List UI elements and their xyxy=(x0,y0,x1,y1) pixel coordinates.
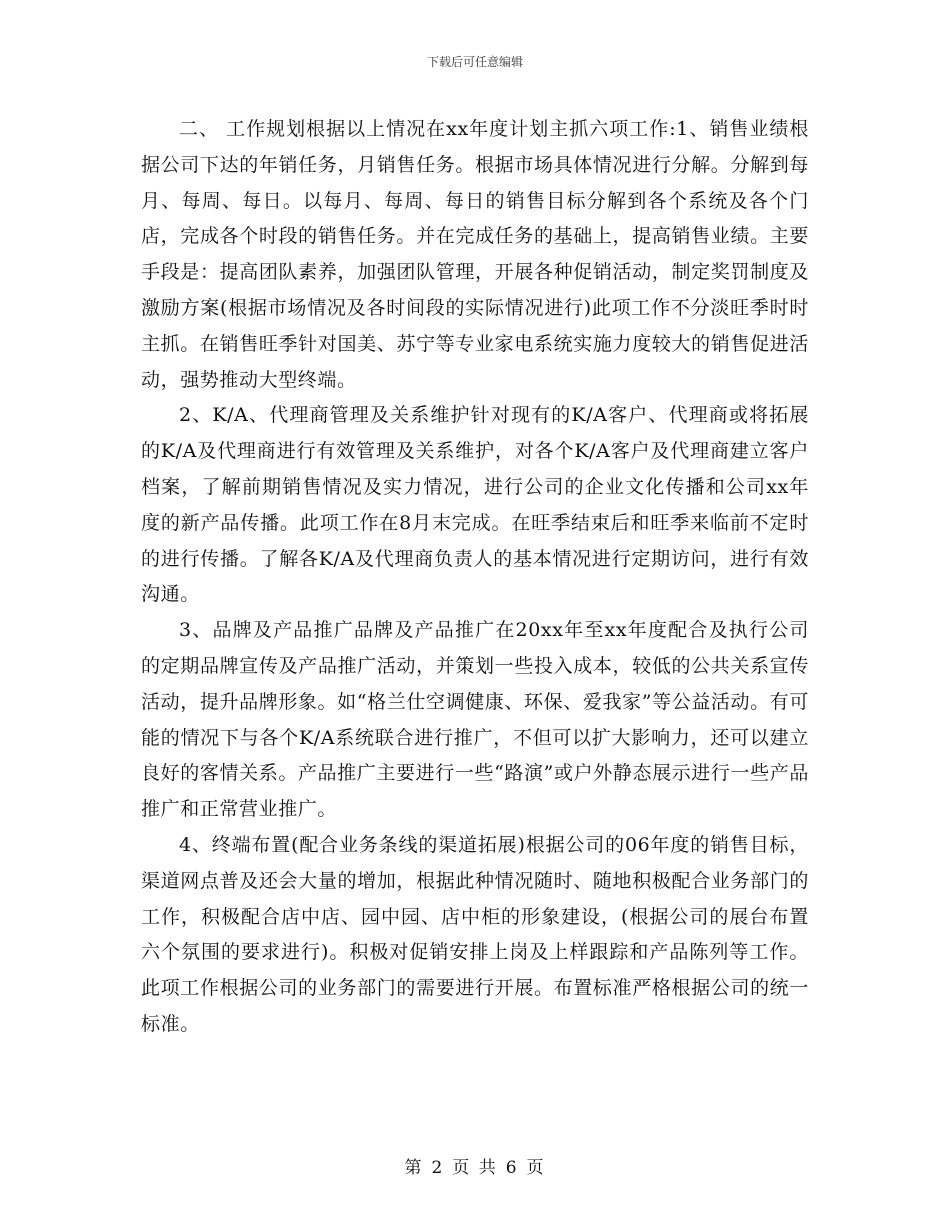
footer-middle: 页 共 xyxy=(452,1158,498,1178)
page-footer xyxy=(0,1153,950,1178)
paragraph-brand-promotion: 3、品牌及产品推广品牌及产品推广在20xx年至xx年度配合及执行公司的定期品牌宣传及产品推广活动，并策划一些投入成本，较低的公共关系宣传活动，提升品牌形象。如“格兰仕空调健康、环保、爱我家”等公益活动。有可能的情况下与各个K/A系统联合进行推广，不但可以扩大影响力，还可以建立良好的客情关系。产品推广主要进行一些“路演”或户外静态展示进行一些产品推广和正常营业推广。 xyxy=(141,619,809,821)
footer-total-pages: 6 xyxy=(505,1158,519,1178)
paragraph-work-plan: 二、 工作规划根据以上情况在xx年度计划主抓六项工作:1、销售业绩根据公司下达的年销任务，月销售任务。根据市场具体情况进行分解。分解到每月、每周、每日。以每月、每周、每日的销售目标分解到各个系统及各个门店，完成各个时段的销售任务。并在完成任务的基础上，提高销售业绩。主要手段是：提高团队素养，加强团队管理，开展各种促销活动，制定奖罚制度及激励方案(根据市场情况及各时间段的实际情况进行)此项工作不分淡旺季时时主抓。在销售旺季针对国美、苏宁等专业家电系统实施力度较大的销售促进活动，强势推动大型终端。 xyxy=(141,118,809,391)
header-note: 下载后可任意编辑 xyxy=(426,55,523,69)
paragraph-terminal-layout: 4、终端布置(配合业务条线的渠道拓展)根据公司的06年度的销售目标，渠道网点普及还会大量的增加，根据此种情况随时、随地积极配合业务部门的工作，积极配合店中店、园中园、店中柜的形象建设，(根据公司的展台布置六个氛围的要求进行)。积极对促销安排上岗及上样跟踪和产品陈列等工作。此项工作根据公司的业务部门的需要进行开展。布置标准严格根据公司的统一标准。 xyxy=(141,833,809,1035)
document-body xyxy=(141,112,809,1043)
footer-current-page: 2 xyxy=(431,1158,445,1178)
paragraph-ka-agent-management: 2、K/A、代理商管理及关系维护针对现有的K/A客户、代理商或将拓展的K/A及代理商进行有效管理及关系维护，对各个K/A客户及代理商建立客户档案，了解前期销售情况及实力情况，进行公司的企业文化传播和公司xx年度的新产品传播。此项工作在8月末完成。在旺季结束后和旺季来临前不定时的进行传播。了解各K/A及代理商负责人的基本情况进行定期访问，进行有效沟通。 xyxy=(141,404,809,606)
footer-suffix: 页 xyxy=(526,1158,546,1178)
footer-prefix: 第 xyxy=(404,1158,424,1178)
